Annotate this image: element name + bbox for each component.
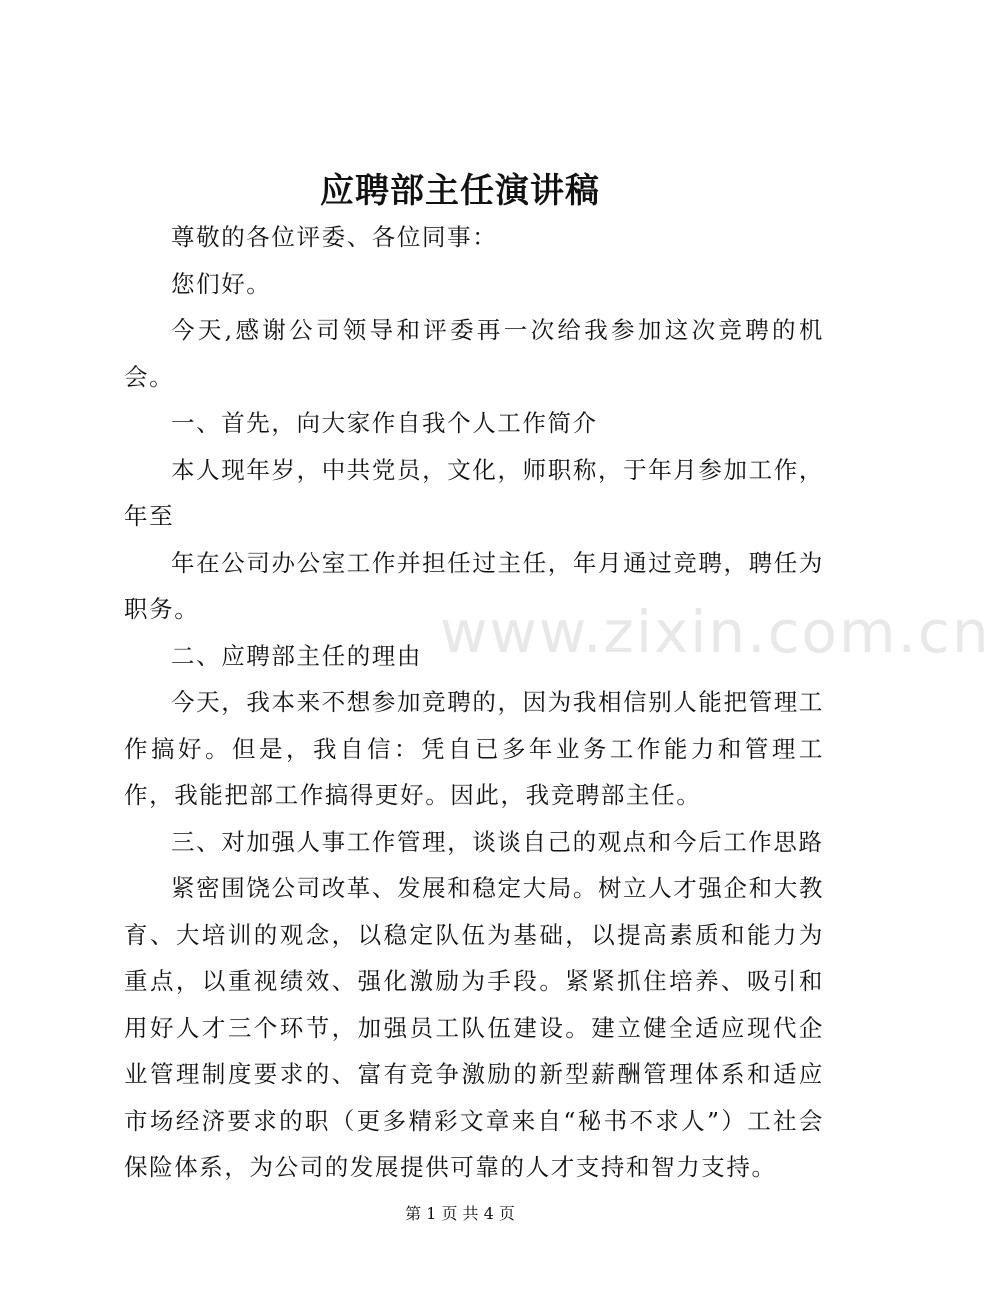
heading-section-1: 一、首先，向大家作自我个人工作简介 [171, 409, 598, 437]
watermark: www.zixin.com.cn [440, 598, 991, 666]
document-title: 应聘部主任演讲稿 [320, 171, 600, 211]
paragraph-intro-1: 本人现年岁，中共党员，文化，师职称，于年月参加工作，年至 [124, 455, 824, 530]
paragraph-plan: 紧密围饶公司改革、发展和稳定大局。树立人才强企和大教育、大培训的观念，以稳定队伍为基础，以提高素质和能力为重点，以重视绩效、强化激励为手段。紧紧抓住培养、吸引和用好人才三个环节，加强员工队伍建设。建立健全适应现代企业管理制度要求的、富有竞争激励的新型薪酬管理体系和适应市场经济要求的职（更多精彩文章来自“秘书不求人”）工社会保险体系，为公司的发展提供可靠的人才支持和智力支持。 [124, 874, 824, 1181]
paragraph-intro-2: 年在公司办公室工作并担任过主任，年月通过竞聘，聘任为职务。 [124, 548, 824, 623]
document-body [124, 214, 824, 1191]
paragraph-reason: 今天，我本来不想参加竞聘的，因为我相信别人能把管理工作搞好。但是，我自信：凭自已多年业务工作能力和管理工作，我能把部工作搞得更好。因此，我竞聘部主任。 [124, 688, 824, 809]
paragraph-thanks: 今天,感谢公司领导和评委再一次给我参加这次竞聘的机会。 [124, 316, 824, 391]
heading-section-2: 二、应聘部主任的理由 [171, 641, 422, 670]
page-footer: 第 1 页 共 4 页 [405, 1204, 515, 1223]
paragraph-greeting: 您们好。 [171, 269, 272, 298]
heading-section-3: 三、对加强人事工作管理，谈谈自己的观点和今后工作思路 [171, 827, 824, 856]
paragraph-salutation: 尊敬的各位评委、各位同事： [171, 223, 498, 251]
